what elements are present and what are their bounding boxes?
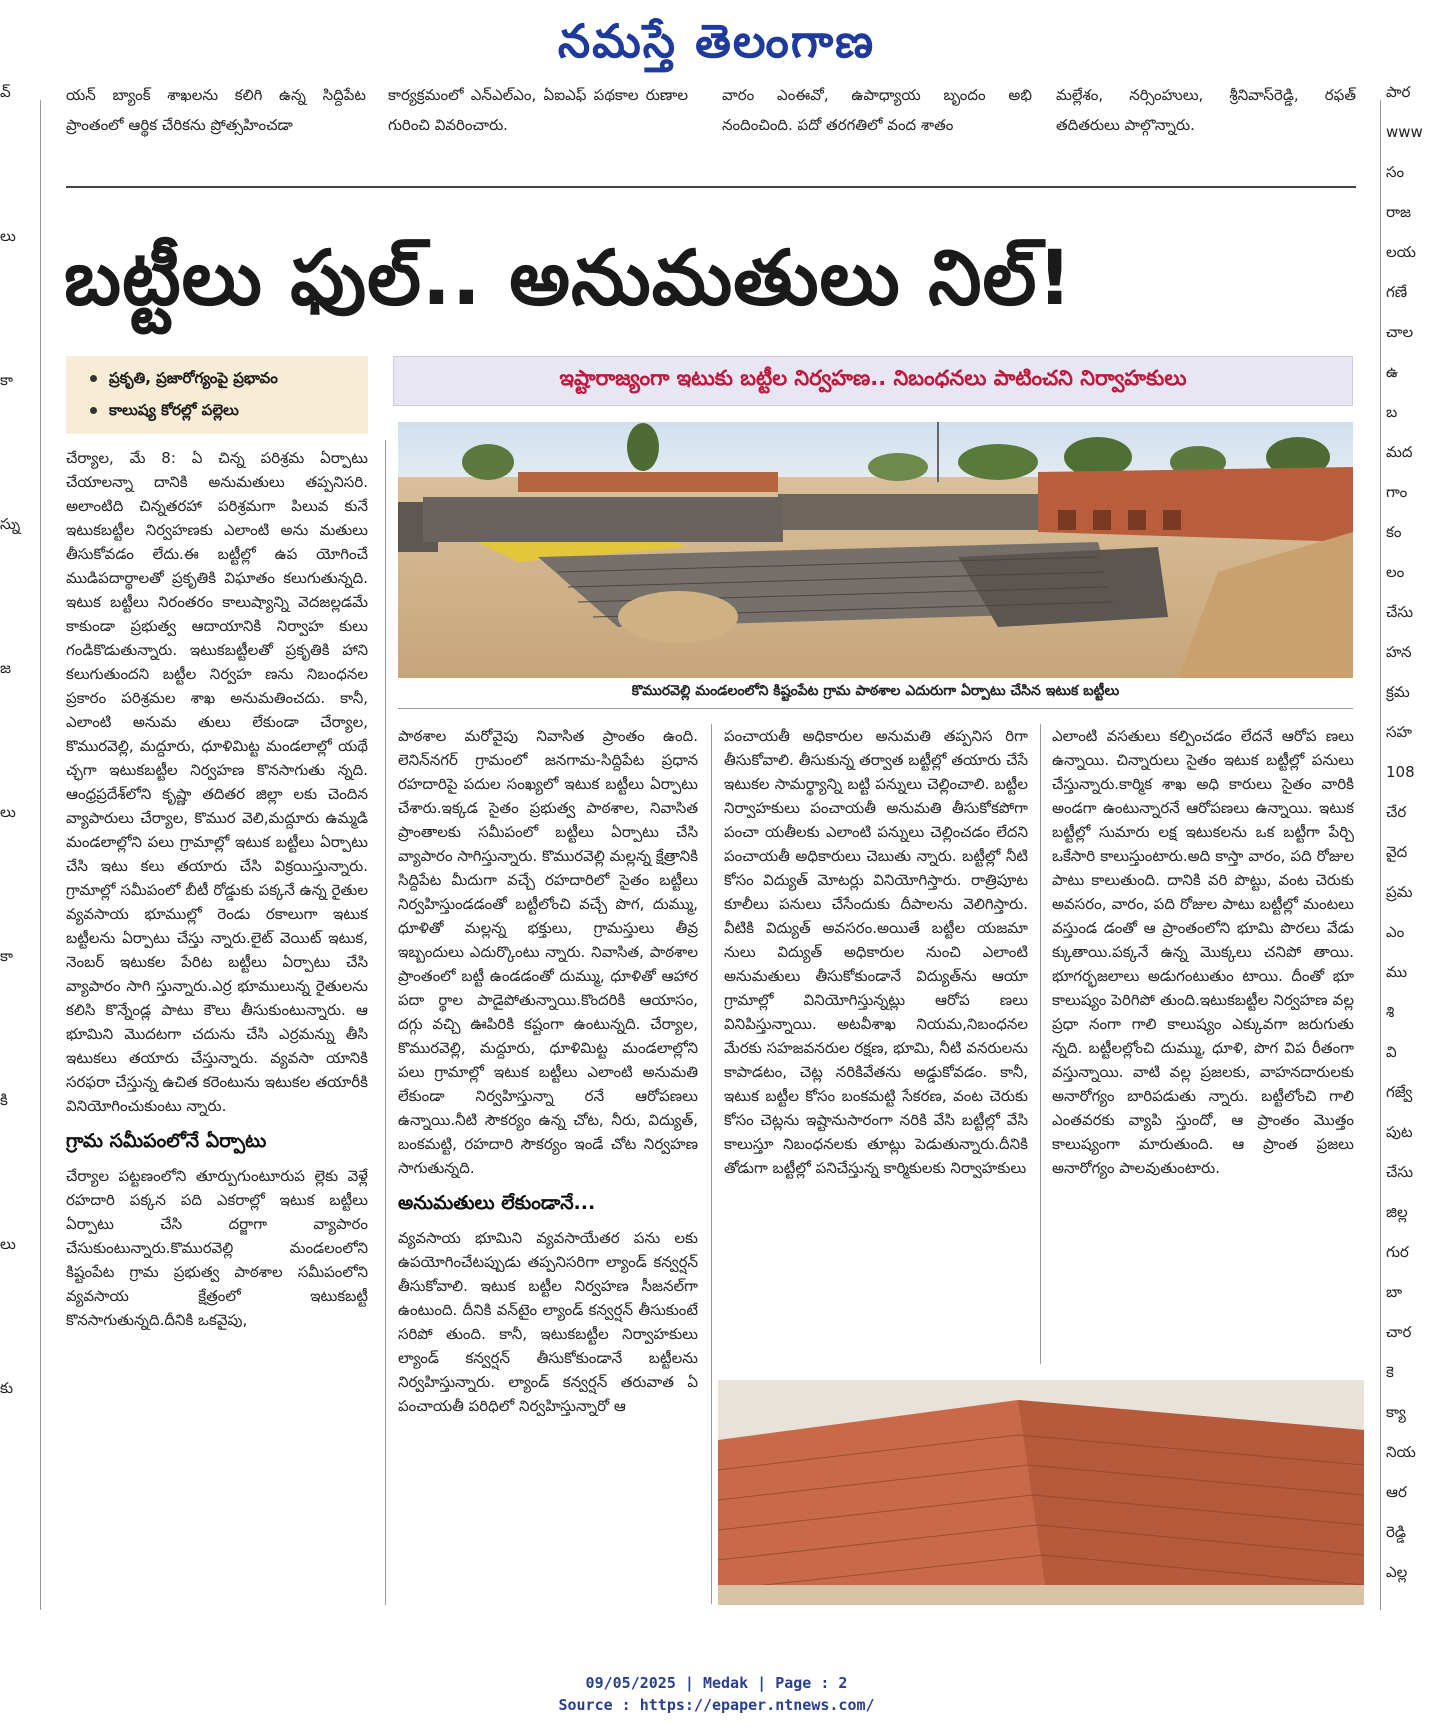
edge-fragment: వైద — [1386, 843, 1408, 861]
top-strip-col4 — [1056, 80, 1356, 170]
column-divider — [1380, 100, 1381, 1610]
edge-fragment: సహ — [1386, 723, 1413, 741]
top-strip-text: యన్ బ్యాంక్ శాఖలను కలిగి ఉన్న సిద్దిపేట ప్రాంతంలో ఆర్థిక చేరికను ప్రోత్సహించడా — [66, 86, 366, 134]
edge-fragment: లు — [0, 227, 16, 245]
edge-fragment: మద — [1386, 443, 1413, 461]
column-divider — [711, 724, 712, 1604]
edge-fragment: జిల్ల — [1386, 1203, 1408, 1221]
edge-fragment: చార — [1386, 1323, 1412, 1341]
edge-fragment: కి — [0, 1091, 8, 1109]
edge-fragment: గుర — [1386, 1243, 1409, 1261]
highlights-box — [66, 356, 368, 434]
edge-fragment: www — [1386, 123, 1423, 141]
edge-fragment: చేసు — [1386, 603, 1414, 621]
section-subheading: అనుమతులు లేకుండానే... — [398, 1192, 596, 1214]
edge-fragment: కం — [1386, 523, 1402, 541]
edge-fragment: రాజ — [1386, 203, 1412, 221]
right-edge-column — [1386, 80, 1433, 1610]
article-column-3 — [724, 724, 1028, 1352]
edge-fragment: నియ — [1386, 1443, 1416, 1461]
column-divider — [1040, 724, 1041, 1364]
article-paragraph: పంచాయతీ అధికారుల అనుమతి తప్పనిస రిగా తీసుకోవాలి. తీసుకున్న తర్వాత బట్టీల్లో తయారు చేసే ఇటుకల సామర్థ్యాన్ని బట్టి పన్నులు చెల్లించాలి. బట్టీల నిర్వాహకులు పంచాయతీ అనుమతి తీసుకోకపోగా పంచా యతీలకు ఎలాంటి పన్నులు చెల్లించడం లేదని పంచాయతీ అధికారులు చెబుతు న్నారు. బట్టీల్లో నీటి కోసం విద్యుత్ మోటర్లు వినియోగిస్తారు. రాత్రిపూట కూలీలు పనులు చేసేందుకు దీపాలను వెలిగిస్తారు. వీటికి విద్యుత్ అవసరం.అయితే బట్టీల యజమా నులు విద్యుత్ అధికారుల నుంచి ఎలాంటి అనుమతులు తీసుకోకుండానే విద్యుత్‌ను ఆయా గ్రామాల్లో వినియోగిస్తున్నట్లు ఆరోప ణలు వినిపిస్తున్నాయి. అటవీశాఖ నియమ,నిబంధనల మేరకు సహజవనరుల రక్షణ, భూమి, నీటి వనరులను కాపాడటం, చెట్ల నరికివేతను అడ్డుకోవడం. కానీ, ఇటుక బట్టీల కోసం బంకమట్టి సేకరణ, వంట చెరుకు కోసం చెట్లను ఇష్టానుసారంగా నరికి వేసి బట్టీల్లో వేసి కాలుస్తూ నిబంధనలకు తూట్లు పెడుతున్నారు.దీనికి తోడుగా బట్టీల్లో పనిచేస్తున్న కార్మికులకు నిర్వాహకులు — [724, 727, 1028, 1177]
edge-fragment: చాల — [1386, 323, 1414, 341]
top-strip-text: వారం ఎంఈవో, ఉపాధ్యాయ బృందం అభి నందించింది. పదో తరగతిలో వంద శాతం — [722, 86, 1032, 134]
edge-fragment: చేర — [1386, 803, 1407, 821]
edge-fragment: ఆర — [1386, 1483, 1407, 1501]
brick-kiln-photo — [398, 422, 1353, 678]
highlight-text: కాలుష్య కోరల్లో పల్లెలు — [109, 401, 239, 419]
edge-fragment: జ — [0, 659, 11, 677]
subheadline-deck: ఇష్టారాజ్యంగా ఇటుకు బట్టీల నిర్వహణ.. నిబంధనలు పాటించని నిర్వాహకులు — [393, 356, 1353, 406]
top-strip-col1 — [66, 80, 366, 170]
brick-stack-photo — [718, 1380, 1364, 1605]
article-column-1 — [66, 446, 368, 1606]
highlight-item — [76, 394, 358, 426]
highlight-text: ప్రకృతి, ప్రజారోగ్యంపై ప్రభావం — [109, 369, 278, 387]
edge-fragment: శి — [1386, 1003, 1395, 1021]
edge-fragment: కె — [1386, 1363, 1394, 1381]
edge-fragment: ము — [1386, 963, 1408, 981]
edge-fragment: లు — [0, 803, 16, 821]
edge-fragment: పార — [1386, 83, 1411, 101]
edge-fragment: హన — [1386, 643, 1412, 661]
edge-fragment: సం — [1386, 163, 1405, 181]
column-divider — [385, 440, 386, 1605]
section-subheading: గ్రామ సమీపంలోనే ఏర్పాటు — [66, 1130, 267, 1152]
edge-fragment: బ — [1386, 403, 1398, 421]
edge-fragment: కా — [0, 371, 14, 389]
article-paragraph: పాఠశాల మరోవైపు నివాసిత ప్రాంతం ఉంది. లెనిన్‌నగర్ గ్రామంలో జనగామ-సిద్దిపేట ప్రధాన రహదారిపై పదుల సంఖ్యలో ఇటుక బట్టీలు ఏర్పాటు చేశారు.ఇక్కడ సైతం ప్రభుత్వ పాఠశాల, నివాసిత ప్రాంతాలకు సమీపంలో బట్టీలు ఏర్పాటు చేసి వ్యాపారం సాగిస్తున్నారు. కొమురవెల్లి మల్లన్న క్షేత్రానికి సిద్దిపేట మీదుగా వచ్చే రహదారిలో సైతం బట్టీలు నిర్వహిస్తుండడంతో బట్టీలోంచి వచ్చే పొగ, దుమ్ము, ధూళితో మల్లన్న భక్తులు, గ్రామస్తులు తీవ్ర ఇబ్బందులు ఎదుర్కొంటు న్నారు. నివాసిత, పాఠశాల ప్రాంతంలో బట్టీ ఉండడంతో దుమ్ము, ధూళితో ఆహార పదా ర్థాల పాడైపోతున్నాయి.కొందరికి ఆయాసం, దగ్గు వచ్చి ఊపిరికి కష్టంగా ఉంటున్నది. చేర్యాల, కొమురవెల్లి, మద్దూరు, ధూళిమిట్ట మండలాల్లోని పలు గ్రామాల్లో ఇటుక బట్టీలు ఎలాంటి అనుమతి లేకుండా నిర్వహిస్తున్నా రనే ఆరోపణలు ఉన్నాయి.నీటి సౌకర్యం ఉన్న చోట, నీరు, విద్యుత్, బంకమట్టి, రహదారి సౌకర్యం ఇండే చోట నిర్వహణ సాగుతున్నది. — [398, 727, 698, 1177]
highlight-item — [76, 362, 358, 394]
edge-fragment: 108 — [1386, 763, 1415, 781]
article-paragraph: చేర్యాల పట్టణంలోని తూర్పుగుంటూరుప ల్లెకు వెళ్లే రహదారి పక్కన పది ఎకరాల్లో ఇటుక బట్టీలు ఏర్పాటు చేసి దర్జాగా వ్యాపారం చేసుకుంటున్నారు.కొమురవెల్లి మండలంలోని కిష్టంపేట గ్రామ ప్రభుత్వ పాఠశాల సమీపంలోని వ్యవసాయ క్షేత్రంలో ఇటుకబట్టీ కొనసాగుతున్నది.దీనికి ఒకవైపు, — [66, 1167, 368, 1329]
top-strip-col2 — [388, 80, 688, 170]
edge-fragment: లం — [1386, 563, 1405, 581]
brick-stack-illustration — [718, 1380, 1364, 1605]
column-divider — [40, 100, 41, 1610]
top-strip-text: కార్యక్రమంలో ఎన్ఎల్ఎం, ఏఐఎఫ్ పథకాల రుణాల గురించి వివరించారు. — [388, 86, 688, 134]
newspaper-masthead: నమస్తే తెలంగాణ — [557, 14, 876, 68]
edge-fragment: ఎం — [1386, 923, 1405, 941]
bullet-icon — [90, 375, 97, 382]
edge-fragment: రెడ్డి — [1386, 1523, 1406, 1541]
section-rule — [66, 186, 1356, 188]
edge-fragment: బా — [1386, 1283, 1403, 1301]
edge-fragment: పుట — [1386, 1123, 1413, 1141]
edge-fragment: కు — [0, 1379, 14, 1397]
article-paragraph: ఎలాంటి వసతులు కల్పించడం లేదనే ఆరోప ణలు ఉన్నాయి. చిన్నారులు సైతం ఇటుక బట్టీల్లో పనులు చేస్తున్నారు.కార్మిక శాఖ అధి కారులు సైతం వారికి అండగా ఉంటున్నారనే ఆరోపణలు ఉన్నాయి. ఇటుక బట్టీల్లో సుమారు లక్ష ఇటుకలను ఒక బట్టీగా పేర్చి ఒకేసారి కాలుస్తుంటారు.అది కాస్తా వారం, పది రోజుల పాటు కాలుతుంది. దానికి వరి పొట్టు, వంట చెరుకు అవసరం, వారం, పది రోజుల పాటు బట్టీల్లో మంటలు వస్తుండ డంతో ఆ ప్రాంతంలోని భూమి పొరలు వేడు క్కుతాయి.పక్కనే ఉన్న మొక్కలు చనిపో తాయి. భూగర్భజలాలు అడుగంటుతుం టాయి. దీంతో భూ కాలుష్యం పెరిగిపో తుంది.ఇటుకబట్టీల నిర్వహణ వల్ల ప్రధా నంగా గాలి కాలుష్యం ఎక్కువగా జరుగుతు న్నది. బట్టీలల్లోంచి దుమ్ము, ధూళి, పొగ విప రీతంగా వస్తున్నాయి. వాటి వల్ల ప్రజలకు, వాహనదారులకు అనారోగ్యం బారిపడుతు న్నారు. బట్టీలోంచి గాలి ఎంతవరకు వ్యాపి స్తుందో, ఆ ప్రాంతం మొత్తం కాలుష్యంగా మారుతుంది. ఆ ప్రాంత ప్రజలు అనారోగ్యం పాలవుతుంటారు. — [1052, 727, 1354, 1177]
page-footer — [0, 1672, 1433, 1716]
edition-info: 09/05/2025 | Medak | Page : 2 — [585, 1674, 848, 1692]
edge-fragment: వి — [1386, 1043, 1397, 1061]
edge-fragment: గజ్వే — [1386, 1083, 1413, 1101]
top-strip-col3 — [722, 80, 1032, 170]
main-headline: బట్టీలు ఫుల్.. అనుమతులు నిల్! — [64, 233, 1074, 322]
edge-fragment: కా — [0, 947, 14, 965]
article-paragraph: వ్యవసాయ భూమిని వ్యవసాయేతర పను లకు ఉపయోగించేటప్పుడు తప్పనిసరిగా ల్యాండ్ కన్వర్షన్ తీసుకోవాలి. ఇటుక బట్టీల నిర్వహణ సీజనల్‌గా ఉంటుంది. దీనికి వన్‌టైం ల్యాండ్ కన్వర్షన్ తీసుకుంటే సరిపో తుంది. కానీ, ఇటుకబట్టీల నిర్వాహకులు ల్యాండ్ కన్వర్షన్ తీసుకోకుండానే బట్టీలను నిర్వహిస్తున్నారు. ల్యాండ్ కన్వర్షన్ తరువాత ఏ పంచాయతీ పరిధిలో నిర్వహిస్తున్నారో ఆ — [398, 1229, 698, 1415]
edge-fragment: లు — [0, 1235, 16, 1253]
left-edge-column — [0, 80, 26, 1610]
article-column-2 — [398, 724, 698, 1606]
edge-fragment: గాం — [1386, 483, 1408, 501]
bullet-icon — [90, 407, 97, 414]
top-strip-text: మల్లేశం, నర్సింహులు, శ్రీనివాస్‌రెడ్డి, రఫత్ తదితరులు పాల్గొన్నారు. — [1056, 86, 1356, 134]
source-link[interactable]: Source : https://epaper.ntnews.com/ — [558, 1696, 875, 1714]
edge-fragment: ఎల్ల — [1386, 1563, 1408, 1581]
edge-fragment: ప్రమ — [1386, 883, 1413, 901]
edge-fragment: లయ — [1386, 243, 1416, 261]
edge-fragment: చేసు — [1386, 1163, 1414, 1181]
article-paragraph: చేర్యాల, మే 8: ఏ చిన్న పరిశ్రమ ఏర్పాటు చేయాలన్నా దానికి అనుమతులు తప్పనిసరి. అలాంటిది చిన్నతరహా పరిశ్రమగా పిలువ కునే ఇటుకబట్టీల నిర్వహణకు ఎలాంటి అను మతులు తీసుకోవడం లేదు.ఈ బట్టీల్లో ఉప యోగించే ముడిపదార్థాలతో ప్రకృతికి విఘాతం కలుగుతున్నది. ఇటుక బట్టీలు నిరంతరం కాలుష్యాన్ని వెదజల్లడమే కాకుండా ప్రభుత్వ ఆదాయానికి నిర్వాహ కులు గండికొడుతున్నారు. ఇటుకబట్టీలతో ప్రకృతికి హాని కలుగుతుందని బట్టీల నిర్వహ ణను నిబంధనల ప్రకారం పరిశ్రమల శాఖ అనుమతించదు. కానీ, ఎలాంటి అనుమ తులు లేకుండా చేర్యాల, కొమురవెల్లి, మద్దూరు, ధూళిమిట్ట మండలాల్లో యథే చ్ఛగా ఇటుకబట్టీల నిర్వహణ కొనసాగుతు న్నది. ఆంధ్రప్రదేశ్‌లోని కృష్ణా తదితర జిల్లా లకు చెందిన వ్యాపారులు చేర్యాల, కొముర వెలి,మద్దూరు ఉమ్మడి మండలాల్లోని పలు గ్రామాల్లో ఇటుక బట్టీలు ఏర్పాటు చేసి ఇటు కలు తయారు చేసి విక్రయిస్తున్నారు. గ్రామాల్లో సమీపంలో బీటీ రోడ్డుకు పక్కనే ఉన్న రైతుల వ్యవసాయ భూముల్లో రెండు రకాలుగా ఇటుక బట్టీలను ఏర్పాటు చేస్తు న్నారు.లైట్ వెయిట్ ఇటుక, నెంబర్ ఇటుకల పేరిట బట్టీలు ఏర్పాటు చేసి వ్యాపారం సాగి స్తున్నారు.ఎర్ర భూములున్న రైతులను కలిసి కొన్నేండ్ల పాటు కౌలు తీసుకుంటున్నారు. ఆ భూమిని మొదటగా చదును చేసి ఎర్రమన్ను తీసి ఇటుకలు తయారు చేస్తున్నారు. వ్యవసా యానికి సరఫరా చేస్తున్న ఉచిత కరెంటును ఇటుకల తయారీకి వినియోగించుకుంటు న్నారు. — [66, 449, 368, 1115]
photo-caption: కొమురవెల్లి మండలంలోని కిష్టంపేట గ్రామ పాఠశాల ఎదురుగా ఏర్పాటు చేసిన ఇటుక బట్టీలు — [398, 683, 1353, 709]
edge-fragment: క్రమ — [1386, 683, 1410, 701]
edge-fragment: గణే — [1386, 283, 1408, 301]
article-column-4 — [1052, 724, 1354, 1364]
edge-fragment: వ్ — [0, 83, 11, 101]
edge-fragment: క్యా — [1386, 1403, 1406, 1421]
brick-kiln-illustration — [398, 422, 1353, 678]
edge-fragment: స్ను — [0, 515, 21, 533]
edge-fragment: ఉ — [1386, 363, 1398, 381]
